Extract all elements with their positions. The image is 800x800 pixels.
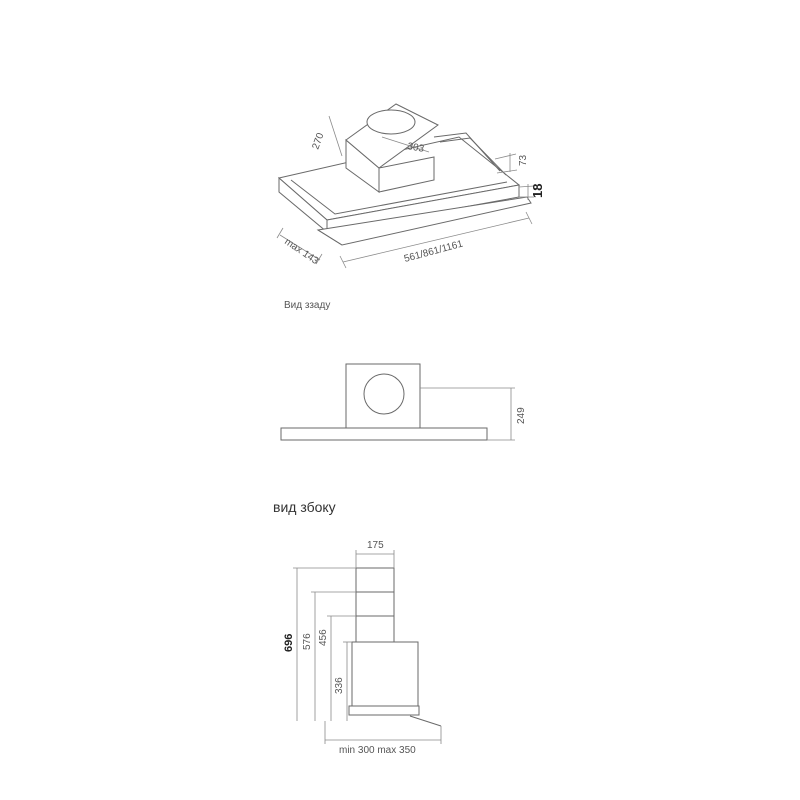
dim-label-143: max 143 [282, 236, 321, 267]
caption-rear-view: Вид ззаду [284, 300, 331, 311]
hood-body-rear [281, 428, 487, 440]
rear-view [281, 364, 527, 440]
dim-label-270: 270 [310, 131, 327, 152]
dim-label-336: 336 [334, 677, 345, 694]
isometric-view [277, 104, 545, 268]
dim-label-18: 18 [530, 183, 545, 198]
duct-opening-iso [367, 110, 415, 134]
dim-label-249: 249 [516, 407, 527, 424]
hood-bottom-tray [349, 706, 419, 715]
chimney-segment-3 [356, 616, 394, 642]
side-view [283, 540, 441, 756]
dim-label-minmax: min 300 max 350 [339, 745, 416, 756]
glass-panel-side [410, 716, 441, 726]
dim-label-576: 576 [302, 633, 313, 650]
caption-side-view: вид збоку [273, 499, 336, 515]
chimney-segment-2 [356, 592, 394, 616]
dim-label-175: 175 [367, 540, 384, 551]
dim-label-303: 303 [406, 141, 425, 155]
dim-line-270 [329, 116, 342, 156]
dim-tick-width-b [526, 212, 532, 224]
chimney-segment-1 [356, 568, 394, 592]
dim-label-696: 696 [283, 633, 295, 652]
dim-tick-width-a [340, 256, 346, 268]
duct-opening-rear [364, 374, 404, 414]
dim-label-456: 456 [318, 629, 329, 646]
dim-label-width: 561/861/1161 [402, 238, 465, 265]
dim-tick-73-top [495, 154, 516, 159]
dim-label-73: 73 [518, 154, 529, 166]
motor-housing [352, 642, 418, 706]
